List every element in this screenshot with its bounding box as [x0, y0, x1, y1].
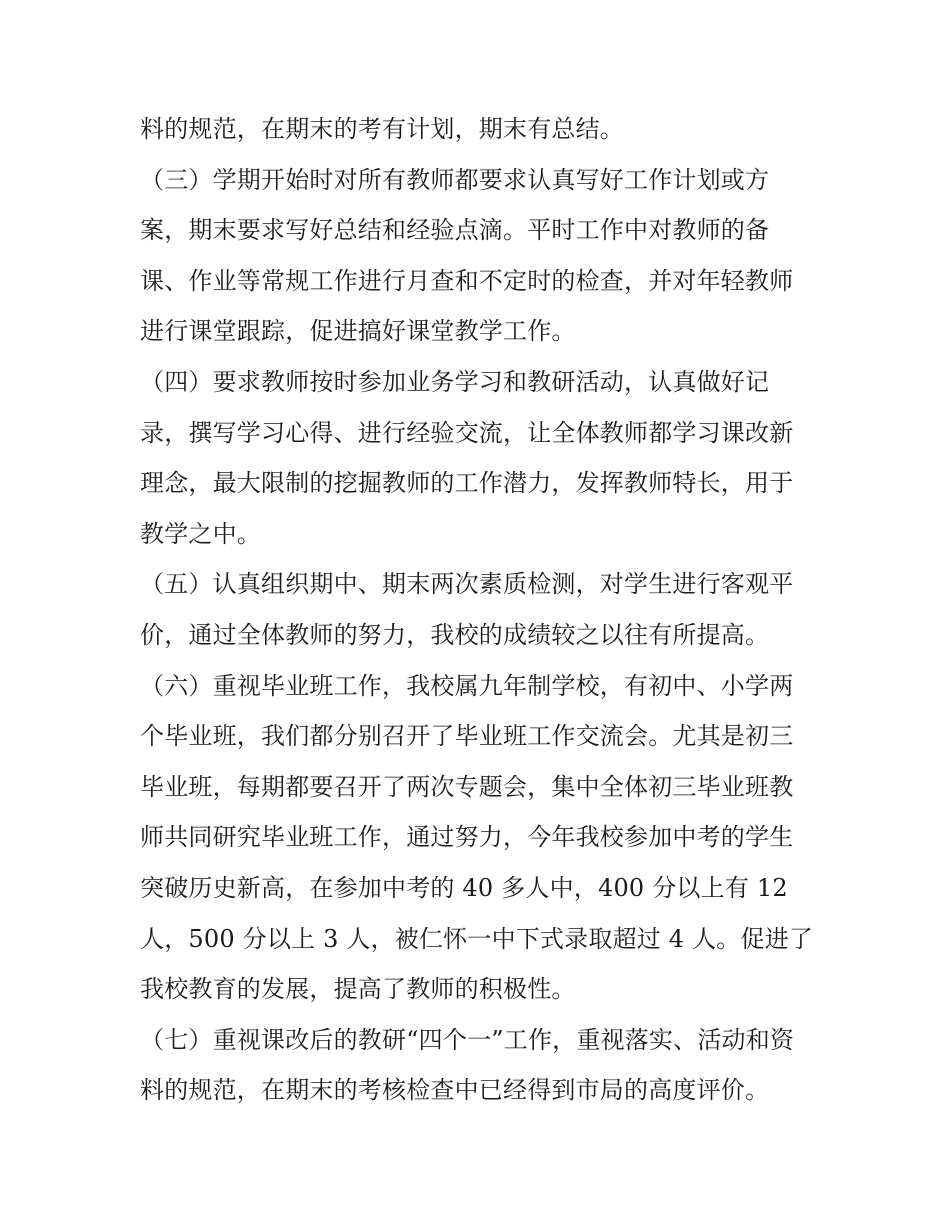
text-line: （七）重视课改后的教研“四个一”工作，重视落实、活动和资 — [140, 1025, 795, 1054]
text-line: 突破历史新高，在参加中考的 40 多人中，400 分以上有 12 — [140, 873, 788, 902]
text-line: （四）要求教师按时参加业务学习和教研活动，认真做好记 — [140, 367, 770, 396]
document-body — [140, 104, 820, 1116]
text-line: （六）重视毕业班工作，我校属九年制学校，有初中、小学两 — [140, 671, 794, 700]
text-line: 我校教育的发展，提高了教师的积极性。 — [140, 975, 576, 1004]
text-line: 进行课堂跟踪，促进搞好课堂教学工作。 — [140, 317, 576, 346]
text-line: 料的规范，在期末的考有计划，期末有总结。 — [140, 115, 624, 143]
text-line: 人，500 分以上 3 人，被仁怀一中下式录取超过 4 人。促进了 — [140, 924, 814, 953]
text-line: 录，撰写学习心得、进行经验交流，让全体教师都学习课改新 — [140, 418, 794, 447]
text-line: 课、作业等常规工作进行月查和不定时的检查，并对年轻教师 — [140, 266, 794, 295]
text-line: （五）认真组织期中、期末两次素质检测，对学生进行客观平 — [140, 570, 794, 599]
text-line: 师共同研究毕业班工作，通过努力，今年我校参加中考的学生 — [140, 823, 794, 852]
text-line: 毕业班，每期都要召开了两次专题会，集中全体初三毕业班教 — [140, 772, 794, 801]
text-line: 价，通过全体教师的努力，我校的成绩较之以往有所提高。 — [140, 620, 770, 649]
text-line: 教学之中。 — [140, 519, 261, 548]
text-line: 案，期末要求写好总结和经验点滴。平时工作中对教师的备 — [140, 216, 770, 245]
text-line: 理念，最大限制的挖掘教师的工作潜力，发挥教师特长，用于 — [140, 469, 794, 498]
text-line: 料的规范，在期末的考核检查中已经得到市局的高度评价。 — [140, 1076, 770, 1105]
text-line: 个毕业班，我们都分别召开了毕业班工作交流会。尤其是初三 — [140, 722, 794, 751]
text-line: （三）学期开始时对所有教师都要求认真写好工作计划或方 — [140, 165, 770, 194]
